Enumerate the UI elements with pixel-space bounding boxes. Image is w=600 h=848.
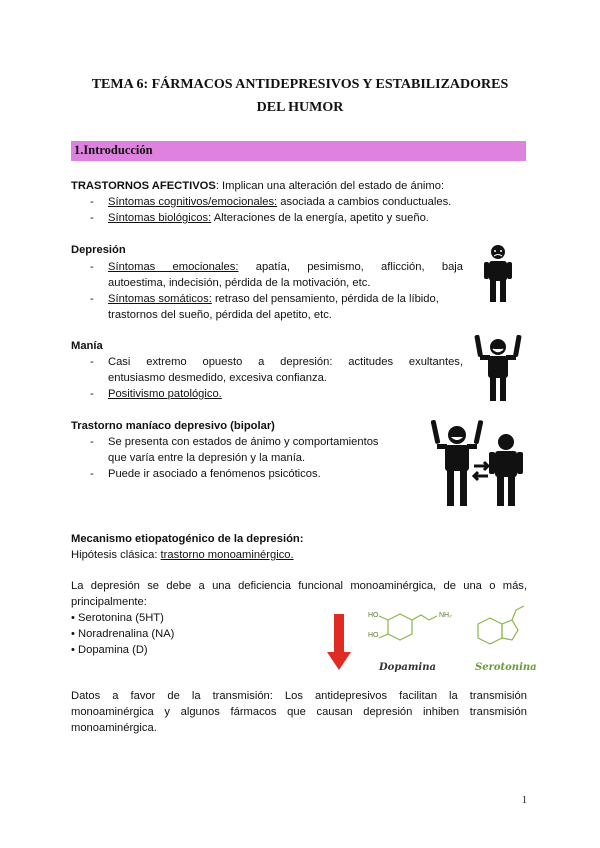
dopamina-label: Dopamina — [379, 662, 436, 673]
title-line-1: TEMA 6: FÁRMACOS ANTIDEPRESIVOS Y ESTABILIZADORES — [91, 77, 509, 92]
depresion-item-2-line-2: trastornos del sueño, pérdida del apetito, etc. — [108, 309, 332, 321]
happy-person-icon — [472, 333, 524, 403]
dash: - — [90, 468, 94, 480]
depresion-item-1-line-1: Síntomas emocionales: apatía, pesimismo, aflicción, baja — [108, 261, 463, 273]
ho-label-2: HO — [368, 632, 379, 639]
nh2-label: NH₂ — [439, 612, 452, 619]
bipolar-heading: Trastorno maníaco depresivo (bipolar) — [71, 420, 275, 432]
datos-line-3: monoaminérgica. — [71, 722, 157, 734]
depresion-item-2-line-1: Síntomas somáticos: retraso del pensamiento, pérdida de la líbido, — [108, 293, 439, 305]
datos-line-2: monoaminérgica y algunos fármacos que causan depresión inhiben transmisión — [71, 706, 527, 718]
trastornos-item-2: Síntomas biológicos: Alteraciones de la energía, apetito y sueño. — [108, 212, 429, 224]
bullet-serotonina: • Serotonina (5HT) — [71, 612, 164, 624]
mania-item-1-line-2: entusiasmo desmedido, excesiva confianza. — [108, 372, 327, 384]
title-line-2: DEL HUMOR — [256, 100, 344, 115]
page-number: 1 — [522, 795, 527, 806]
bullet-noradrenalina: • Noradrenalina (NA) — [71, 628, 175, 640]
dash: - — [90, 196, 94, 208]
trastornos-label: TRASTORNOS AFECTIVOS — [71, 180, 216, 192]
trastornos-item-1: Síntomas cognitivos/emocionales: asociada a cambios conductuales. — [108, 196, 452, 208]
dash: - — [90, 261, 94, 273]
dash: - — [90, 212, 94, 224]
serotonina-label: Serotonina — [475, 662, 537, 673]
trastornos-intro — [71, 180, 444, 192]
bipolar-item-1-line-1: Se presenta con estados de ánimo y comportamientos — [108, 436, 379, 448]
depresion-item-1-line-2: autoestima, indecisión, pérdida de la motivación, etc. — [108, 277, 371, 289]
ho-label-1: HO — [368, 612, 379, 619]
dash: - — [90, 356, 94, 368]
depresion-heading: Depresión — [71, 244, 126, 256]
dash: - — [90, 293, 94, 305]
mania-heading: Manía — [71, 340, 103, 352]
bipolar-people-icon — [430, 416, 530, 508]
dash: - — [90, 436, 94, 448]
mania-item-2: Positivismo patológico. — [108, 388, 222, 400]
bipolar-item-2: Puede ir asociado a fenómenos psicóticos. — [108, 468, 321, 480]
dash: - — [90, 388, 94, 400]
trastornos-text: : Implican una alteración del estado de ánimo: — [215, 180, 445, 192]
deficiencia-line-2: principalmente: — [71, 596, 147, 608]
section-heading: 1.Introducción — [74, 143, 153, 157]
bullet-dopamina: • Dopamina (D) — [71, 644, 148, 656]
mecanismo-heading: Mecanismo etiopatogénico de la depresión: — [71, 533, 304, 545]
sad-person-icon — [478, 244, 518, 304]
monoamine-figure — [325, 604, 541, 680]
datos-line-1: Datos a favor de la transmisión: Los antidepresivos facilitan la transmisión — [71, 690, 527, 702]
deficiencia-line-1: La depresión se debe a una deficiencia funcional monoaminérgica, de una o más, — [71, 580, 527, 592]
page-title — [0, 73, 600, 119]
serotonin-structure-icon — [470, 604, 540, 654]
down-arrow-icon — [325, 604, 355, 674]
hipotesis-line: Hipótesis clásica: trastorno monoaminérgico. — [71, 549, 294, 561]
mania-item-1-line-1: Casi extremo opuesto a depresión: actitudes exultantes, — [108, 356, 463, 368]
bipolar-item-1-line-2: que varía entre la depresión y la manía. — [108, 452, 306, 464]
section-heading-bar — [71, 141, 526, 161]
